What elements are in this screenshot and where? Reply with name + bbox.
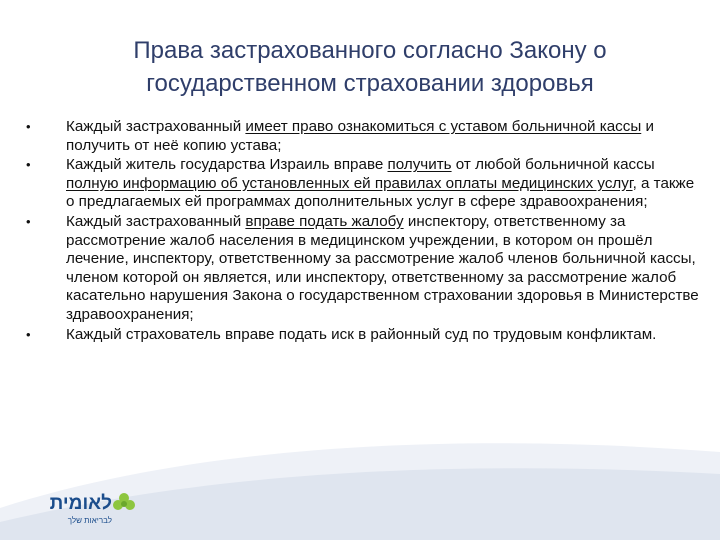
logo-wordmark: לאומית xyxy=(49,493,112,514)
underlined-text: вправе подать жалобу xyxy=(245,212,404,230)
text-segment: Каждый житель государства Израиль вправе xyxy=(66,156,388,174)
bullet-item xyxy=(26,156,706,212)
bullet-text xyxy=(66,118,706,155)
title-line-1: Права застрахованного согласно Закону о xyxy=(133,37,607,64)
leumit-logo xyxy=(18,492,138,536)
text-segment: от любой больничной кассы xyxy=(451,156,655,174)
text-segment: , а также о предлагаемых ей программах дополнительных услуг в сфере здравоохранения; xyxy=(66,174,695,211)
text-segment: инспектору, ответственному за рассмотрение жалоб населения в медицинском учреждении, в котором он прошёл лечение, инспектору, ответственному за рассмотрение жалоб членов больничной кассы, членом которой он является, или инспектору, ответственному за рассмотрение жалоб касательно нарушения Закона о государственном страховании здоровья в Министерстве здравоохранения; xyxy=(66,212,699,323)
flower-icon xyxy=(112,492,136,514)
underlined-text: имеет право ознакомиться с уставом больничной кассы xyxy=(245,118,642,135)
bullet-item xyxy=(26,118,706,155)
bullet-list xyxy=(26,118,706,345)
bullet-text xyxy=(66,326,706,345)
title-line-2: государственном страховании здоровья xyxy=(146,70,594,97)
logo-tagline: לבריאות שלך xyxy=(67,516,112,525)
text-segment: и получить от неё копию устава; xyxy=(66,118,654,154)
text-segment: Каждый застрахованный xyxy=(66,118,246,135)
bullet-item xyxy=(26,326,706,345)
underlined-text: полную информацию об установленных ей правилах оплаты медицинских услуг xyxy=(66,174,633,192)
bullet-dot: • xyxy=(26,213,31,229)
bullet-text xyxy=(66,156,706,212)
slide-title xyxy=(60,34,680,100)
text-segment: Каждый страхователь вправе подать иск в районный суд по трудовым конфликтам. xyxy=(66,325,657,343)
bullet-dot: • xyxy=(26,157,31,173)
text-segment: Каждый застрахованный xyxy=(66,212,246,230)
bullet-text xyxy=(66,213,706,325)
bullet-item xyxy=(26,213,706,325)
bullet-dot: • xyxy=(26,326,31,342)
bullet-dot: • xyxy=(26,119,31,134)
underlined-text: получить xyxy=(387,156,452,174)
